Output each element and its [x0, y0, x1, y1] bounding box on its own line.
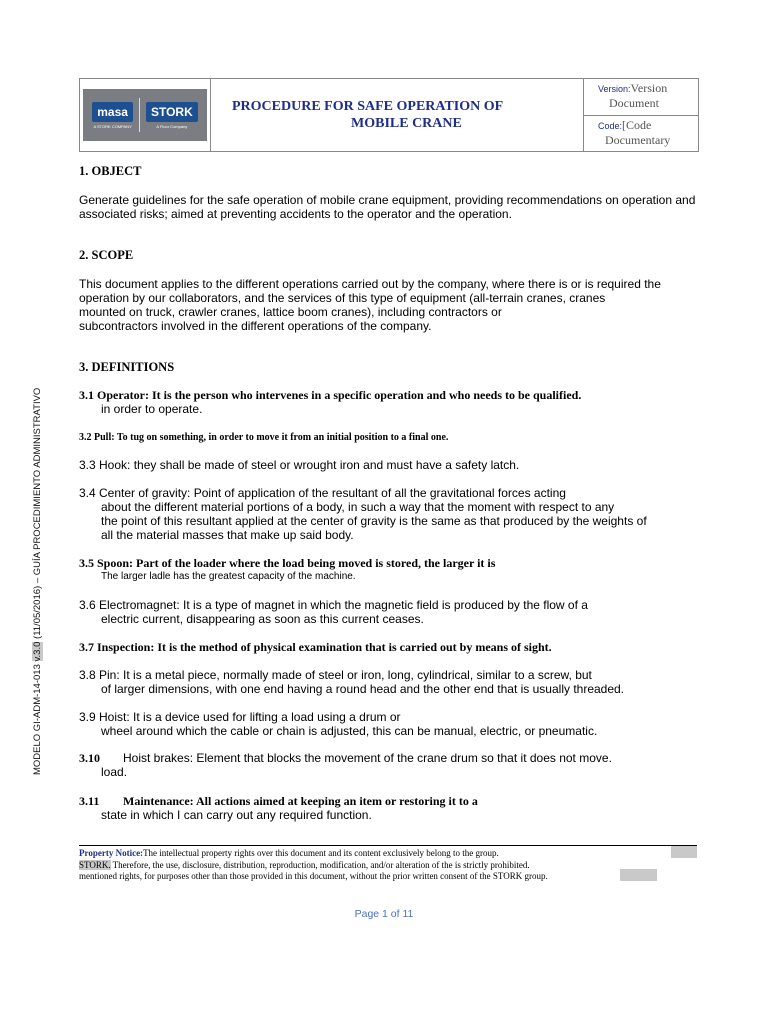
- version-label: Version:: [598, 84, 631, 94]
- side-model-text: [32, 388, 43, 775]
- definition-hoist-brakes-cont: load.: [101, 765, 128, 779]
- definition-spoon-head: 3.5 Spoon: Part of the loader where the load being moved is stored, the larger it is: [79, 556, 496, 570]
- definition-hoist-cont: wheel around which the cable or chain is adjusted, this can be manual, electric, or pneumatic.: [101, 724, 598, 738]
- definition-hoist: [79, 710, 699, 738]
- scope-line: subcontractors involved in the different operations of the company.: [79, 319, 432, 333]
- definition-pin-cont: of larger dimensions, with one end having a round head and the other end that is usually threaded.: [101, 682, 625, 696]
- section-definitions-title: 3. DEFINITIONS: [79, 360, 175, 374]
- document-title-line-1: PROCEDURE FOR SAFE OPERATION OF: [232, 98, 504, 114]
- side-text-before: MODELO GI-ADM-14-013: [32, 661, 43, 775]
- scope-line: mounted on truck, crawler cranes, lattice boom cranes), including contractors or: [79, 305, 502, 319]
- scope-line: operation by our collaborators, and the services of this type of equipment (all-terrain cranes, cranes: [79, 291, 606, 305]
- definition-cog-head: 3.4 Center of gravity: Point of application of the resultant of all the gravitational forces acting: [79, 486, 566, 500]
- section-scope-body: [79, 277, 699, 333]
- definition-cog-line: about the different material portions of a body, in such a way that the moment with respect to any: [101, 500, 615, 514]
- code-value-2: Documentary: [605, 132, 671, 147]
- masa-logo-subtitle: A STORK COMPANY: [93, 123, 132, 129]
- definition-maintenance-number: 3.11: [79, 794, 100, 808]
- version-value: Version: [630, 81, 668, 95]
- definition-spoon-cont: The larger ladle has the greatest capacity of the machine.: [101, 571, 356, 582]
- definition-electromagnet-cont: electric current, disappearing as soon as this current ceases.: [101, 612, 424, 626]
- page-number: Page 1 of 11: [354, 908, 414, 920]
- definition-hoist-head: 3.9 Hoist: It is a device used for lifting a load using a drum or: [79, 710, 401, 724]
- definition-operator: [79, 388, 699, 416]
- definition-pin: [79, 668, 699, 696]
- title-cell: [211, 79, 584, 151]
- section-scope-title: 2. SCOPE: [79, 248, 134, 262]
- meta-cell: [584, 79, 698, 151]
- definition-electromagnet-head: 3.6 Electromagnet: It is a type of magnet in which the magnetic field is produced by the flow of a: [79, 598, 588, 612]
- version-value-2: Document: [609, 96, 659, 110]
- footer-grey-mark: [671, 846, 697, 858]
- definition-electromagnet: [79, 598, 699, 626]
- definition-center-of-gravity: [79, 486, 699, 542]
- definition-inspection: 3.7 Inspection: It is the method of physical examination that is carried out by means of sight.: [79, 640, 552, 654]
- stork-logo-text: STORK: [146, 102, 198, 122]
- document-title-line-2: MOBILE CRANE: [351, 115, 462, 131]
- side-text-version: v.3.0: [32, 641, 43, 662]
- code-label: Code:: [598, 120, 623, 131]
- masa-logo: [92, 102, 133, 129]
- definition-spoon: [79, 556, 699, 584]
- definition-operator-head: 3.1 Operator: It is the person who intervenes in a specific operation and who needs to be qualified.: [79, 388, 582, 402]
- side-text-after: (11/05/2016) – GUÍA PROCEDIMIENTO ADMINISTRATIVO: [32, 387, 43, 642]
- footer-grey-mark: [620, 869, 657, 881]
- scope-line: This document applies to the different operations carried out by the company, where there is or is required the: [79, 277, 661, 291]
- definition-cog-line: the point of this resultant applied at the center of gravity is the same as that produced by the weights of: [101, 514, 647, 528]
- company-logos: [83, 89, 207, 141]
- masa-logo-text: masa: [92, 102, 133, 122]
- definition-hoist-brakes: [79, 751, 699, 779]
- definition-pin-head: 3.8 Pin: It is a metal piece, normally made of steel or iron, long, cylindrical, similar to a screw, but: [79, 668, 592, 682]
- code-value: [Code: [622, 117, 652, 132]
- code-row: [584, 115, 698, 152]
- property-notice-label: Property Notice:: [79, 848, 144, 858]
- property-notice-line-3: mentioned rights, for purposes other than those provided in this document, without the prior written consent of the STORK group.: [79, 871, 548, 881]
- logo-divider: [139, 98, 140, 132]
- version-row: [584, 79, 698, 115]
- definition-hook: 3.3 Hook: they shall be made of steel or wrought iron and must have a safety latch.: [79, 458, 520, 472]
- definition-operator-cont: in order to operate.: [101, 402, 203, 416]
- property-notice-line-1: The intellectual property rights over this document and its content exclusively belong to the group.: [143, 848, 499, 858]
- definition-hoist-brakes-number: 3.10: [79, 751, 100, 765]
- definition-maintenance-cont: state in which I can carry out any required function.: [101, 808, 372, 822]
- stork-logo: [146, 102, 198, 129]
- definition-pull: 3.2 Pull: To tug on something, in order to move it from an initial position to a final one.: [79, 432, 449, 443]
- definition-cog-line: all the material masses that make up said body.: [101, 528, 354, 542]
- definition-maintenance-head: Maintenance: All actions aimed at keeping an item or restoring it to a: [123, 794, 478, 808]
- section-object-title: 1. OBJECT: [79, 164, 142, 178]
- property-notice: [79, 845, 697, 883]
- property-notice-stork: STORK.: [79, 859, 111, 870]
- property-notice-line-2: Therefore, the use, disclosure, distribution, reproduction, modification, and/or alteration of the is strictly prohibited.: [110, 859, 530, 870]
- stork-logo-subtitle: A Fluor Company: [156, 123, 188, 129]
- logo-cell: [80, 79, 211, 151]
- definition-hoist-brakes-head: Hoist brakes: Element that blocks the movement of the crane drum so that it does not move.: [123, 751, 612, 765]
- definition-maintenance: [79, 794, 699, 822]
- section-object-body: Generate guidelines for the safe operation of mobile crane equipment, providing recommendations on operation and associated risks; aimed at preventing accidents to the operator and the operation.: [79, 193, 696, 221]
- document-header-table: [79, 78, 699, 152]
